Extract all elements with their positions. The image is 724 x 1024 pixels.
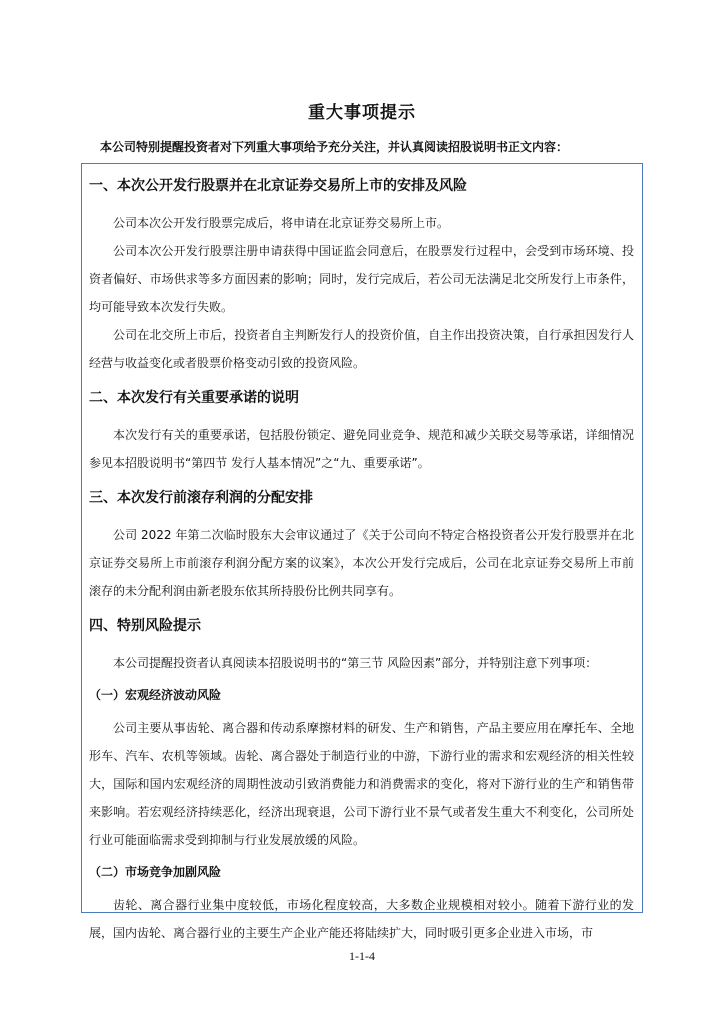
section-1-paragraph-2: 公司本次公开发行股票注册申请获得中国证监会同意后，在股票发行过程中，会受到市场环境、投资者偏好、市场供求等多方面因素的影响；同时，发行完成后，若公司无法满足北交所发行上市条件，均可能导致本次发行失败。: [89, 244, 634, 314]
section-3-heading: 三、本次发行前滚存利润的分配安排: [89, 490, 313, 506]
section-1-paragraph-1: 公司本次公开发行股票完成后，将申请在北京证券交易所上市。: [113, 216, 450, 230]
content-frame: [81, 163, 643, 940]
subsection-2-paragraph-1: 齿轮、离合器行业集中度较低，市场化程度较高，大多数企业规模相对较小。随着下游行业的发展，国内齿轮、离合器行业的主要生产企业产能还将陆续扩大，同时吸引更多企业进入市场，市: [89, 898, 634, 940]
section-2-heading: 二、本次发行有关重要承诺的说明: [89, 390, 299, 406]
subsection-2-heading: （二）市场竞争加剧风险: [89, 865, 222, 879]
section-1-paragraph-3: 公司在北交所上市后，投资者自主判断发行人的投资价值，自主作出投资决策，自行承担因发行人经营与收益变化或者股票价格变动引致的投资风险。: [89, 328, 634, 370]
section-1-heading: 一、本次公开发行股票并在北京证券交易所上市的安排及风险: [89, 178, 467, 194]
subsection-1-paragraph-1: 公司主要从事齿轮、离合器和传动系摩擦材料的研发、生产和销售，产品主要应用在摩托车、全地形车、汽车、农机等领域。齿轮、离合器处于制造行业的中游，下游行业的需求和宏观经济的相关性较大，国际和国内宏观经济的周期性波动引致消费能力和消费需求的变化，将对下游行业的生产和销售带来影响。若宏观经济持续恶化，经济出现衰退，公司下游行业不景气或者发生重大不利变化，公司所处行业可能面临需求受到抑制与行业发展放缓的风险。: [89, 721, 634, 847]
section-4-paragraph-1: 本公司提醒投资者认真阅读本招股说明书的“第三节 风险因素”部分，并特别注意下列事项：: [113, 656, 598, 670]
subsection-1-heading: （一）宏观经济波动风险: [89, 688, 222, 702]
intro-notice: 本公司特别提醒投资者对下列重大事项给予充分关注，并认真阅读招股说明书正文内容：: [100, 140, 569, 154]
page-title: 重大事项提示: [308, 103, 416, 123]
page-number: 1-1-4: [349, 949, 375, 963]
section-3-paragraph-1: 公司 2022 年第二次临时股东大会审议通过了《关于公司向不特定合格投资者公开发行股票并在北京证券交易所上市前滚存利润分配方案的议案》，本次公开发行完成后，公司在北京证券交易所上市前滚存的未分配利润由新老股东依其所持股份比例共同享有。: [89, 528, 634, 598]
section-4-heading: 四、特别风险提示: [89, 618, 201, 634]
section-2-paragraph-1: 本次发行有关的重要承诺，包括股份锁定、避免同业竞争、规范和减少关联交易等承诺，详细情况参见本招股说明书“第四节 发行人基本情况”之“九、重要承诺”。: [89, 428, 634, 470]
content-body: [89, 164, 634, 947]
